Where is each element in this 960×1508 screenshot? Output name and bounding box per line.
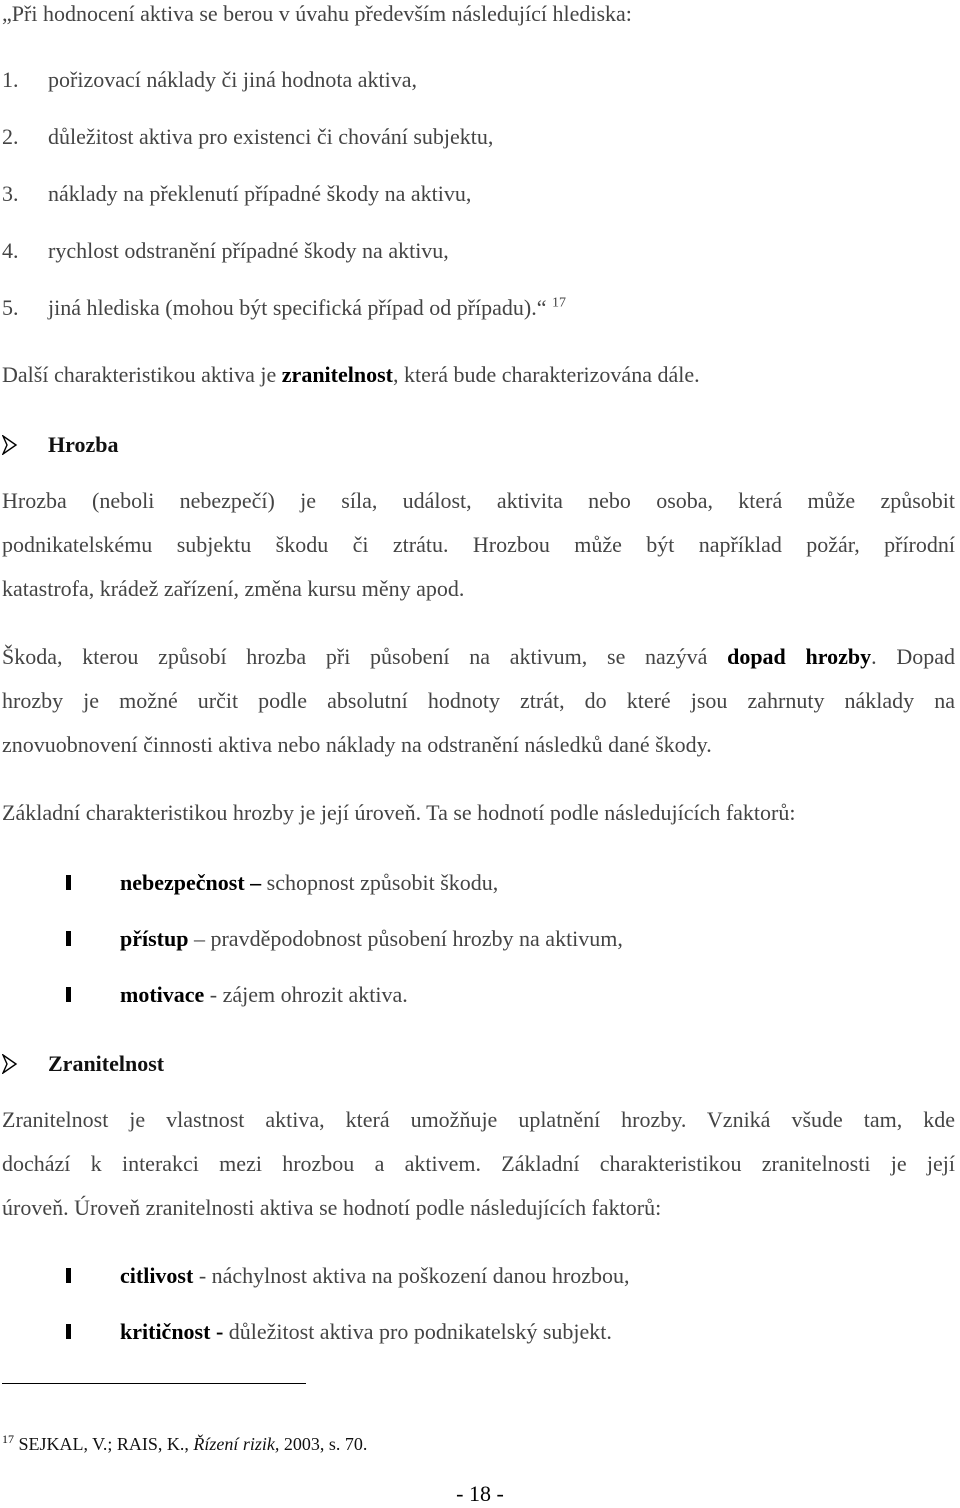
arrow-bullet-icon — [2, 431, 48, 459]
bullet-mark-icon — [66, 1268, 71, 1283]
list-item: citlivost - náchylnost aktiva na poškození danou hrozbou, — [70, 1262, 630, 1290]
heading-threat: Hrozba — [2, 431, 118, 459]
bullet-mark-icon — [66, 931, 71, 946]
list-item: 5. jiná hlediska (mohou být specifická případ od případu).“ $^{17}$ — [2, 295, 567, 320]
list-item: 1. pořizovací náklady či jiná hodnota aktiva, — [2, 67, 417, 92]
heading-vulnerability: Zranitelnost — [2, 1050, 164, 1078]
damage-line: Škoda, kterou způsobí hrozba při působení na aktivum, se nazývá dopad hrozby. Dopad — [2, 644, 955, 669]
list-item: 4. rychlost odstranění případné škody na aktivu, — [2, 238, 449, 263]
list-item: motivace - zájem ohrozit aktiva. — [70, 981, 408, 1009]
damage-line: hrozby je možné určit podle absolutní hodnoty ztrát, do které jsou zahrnuty náklady na — [2, 688, 955, 713]
threat-line: podnikatelskému subjektu škodu či ztrátu. Hrozbou může být například požár, přírodní — [2, 532, 955, 557]
vulnerability-line: Zranitelnost je vlastnost aktiva, která umožňuje uplatnění hrozby. Vzniká všude tam, kde — [2, 1107, 955, 1132]
list-item: 3. náklady na překlenutí případné škody na aktivu, — [2, 181, 472, 206]
list-item: 2. důležitost aktiva pro existenci či chování subjektu, — [2, 124, 494, 149]
bullet-mark-icon — [66, 875, 71, 890]
footnote-ref[interactable]: 17 — [552, 295, 567, 311]
bullet-mark-icon — [66, 987, 71, 1002]
intro-paragraph: „Při hodnocení aktiva se berou v úvahu především následující hlediska: — [2, 1, 632, 26]
footnote: $^{17}$ SEJKAL, V.; RAIS, K., Řízení rizik, 2003, s. 70. — [2, 1432, 368, 1454]
vulnerability-line: dochází k interakci mezi hrozbou a aktivem. Základní charakteristikou zranitelnosti je její — [2, 1151, 955, 1176]
vulnerability-paragraph: Další charakteristikou aktiva je zranitelnost, která bude charakterizována dále. — [2, 362, 700, 387]
list-item: kritičnost - důležitost aktiva pro podnikatelský subjekt. — [70, 1318, 612, 1346]
threat-line: Hrozba (neboli nebezpečí) je síla, událost, aktivita nebo osoba, která může způsobit — [2, 488, 955, 513]
damage-line: znovuobnovení činnosti aktiva nebo náklady na odstranění následků dané škody. — [2, 732, 712, 757]
threat-level-paragraph: Základní charakteristikou hrozby je její úroveň. Ta se hodnotí podle následujících faktorů: — [2, 800, 796, 825]
arrow-bullet-icon — [2, 1050, 48, 1078]
bullet-mark-icon — [66, 1324, 71, 1339]
vulnerability-line: úroveň. Úroveň zranitelnosti aktiva se hodnotí podle následujících faktorů: — [2, 1195, 662, 1220]
list-item: přístup – pravděpodobnost působení hrozby na aktivum, — [70, 925, 623, 953]
page-number: - 18 - — [456, 1481, 504, 1506]
threat-line: katastrofa, krádež zařízení, změna kursu měny apod. — [2, 576, 465, 601]
footnote-divider — [2, 1383, 306, 1384]
list-item: nebezpečnost – schopnost způsobit škodu, — [70, 869, 498, 897]
